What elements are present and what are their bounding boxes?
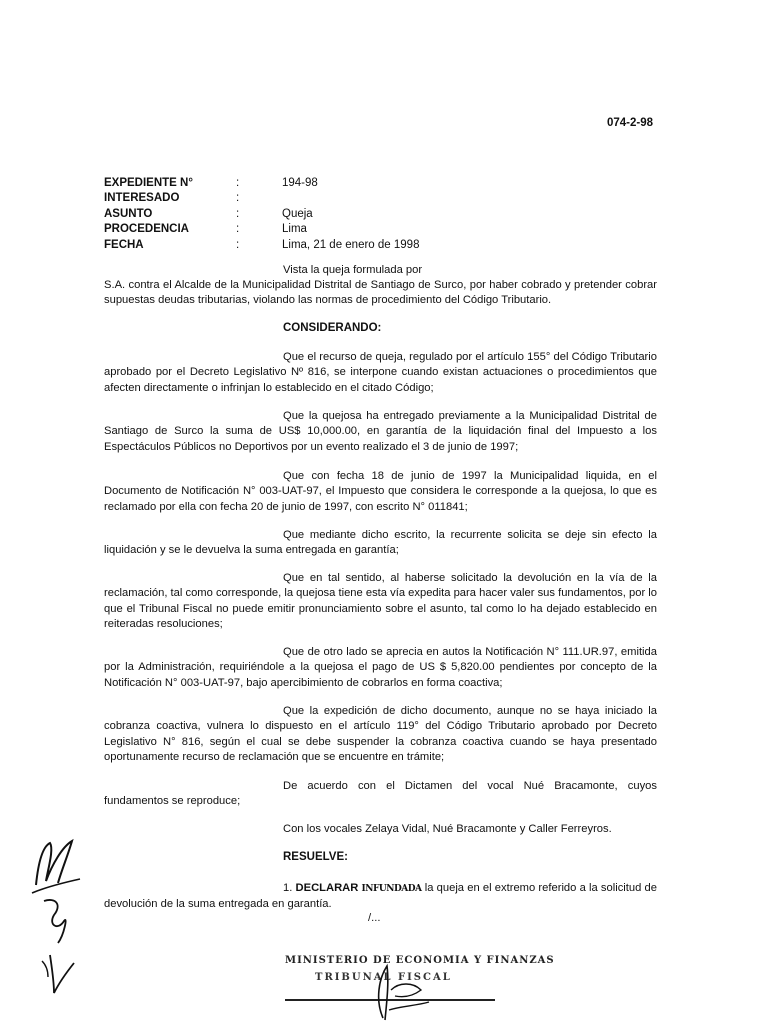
header-value: Queja [282, 207, 313, 220]
header-value: 194-98 [282, 177, 318, 189]
header-label: INTERESADO [104, 192, 180, 205]
header-colon: : [236, 192, 240, 205]
header-row-procedencia [104, 222, 419, 237]
stamp-line-1: MINISTERIO DE ECONOMIA Y FINANZAS [285, 955, 555, 966]
header-label: PROCEDENCIA [104, 223, 189, 236]
considerando-paragraph: Que mediante dicho escrito, la recurrente solicita se deje sin efecto la liquidación y se le devuelva la suma entregada en garantía; [104, 529, 657, 557]
margin-initials-signature [28, 835, 88, 1015]
resuelve-number: 1. [283, 882, 296, 894]
header-row-asunto [104, 207, 419, 222]
header-row-fecha [104, 238, 419, 253]
resuelve-text: la queja en el extremo referido a la solicitud de devolución de la suma entregada en garantía. [104, 882, 657, 911]
header-value: Lima [282, 223, 307, 236]
header-block [104, 176, 419, 253]
resuelve-item-1 [104, 881, 657, 913]
considerando-paragraph: Que la quejosa ha entregado previamente a la Municipalidad Distrital de Santiago de Surco la suma de US$ 10,000.00, en garantía de la liquidación final del Impuesto a los Espectáculos Públicos no Deportivos por un evento realizado el 3 de junio de 1997; [104, 410, 657, 453]
header-colon: : [236, 207, 240, 220]
bottom-signature [365, 960, 445, 1024]
header-colon: : [236, 238, 240, 251]
considerando-paragraph: Que el recurso de queja, regulado por el artículo 155° del Código Tributario aprobado por el Decreto Legislativo Nº 816, se interpone cuando existan actuaciones o procedimientos que afecten directamente o infrinjan lo establecido en el citado Código; [104, 351, 657, 394]
intro-first-line: Vista la queja formulada por [283, 264, 423, 276]
stamp-line-2: TRIBUNAL FISCAL [315, 972, 452, 983]
header-colon: : [236, 223, 240, 236]
considerando-paragraph: Que de otro lado se aprecia en autos la Notificación N° 111.UR.97, emitida por la Administración, requiriéndole a la quejosa el pago de US $ 5,820.00 pendientes por concepto de la Notificación N° 003-UAT-97, bajo apercibimiento de cobrarlos en forma coactiva; [104, 646, 657, 689]
document-number: 074-2-98 [607, 117, 654, 129]
header-label: EXPEDIENTE N° [104, 177, 193, 189]
resuelve-title: RESUELVE: [283, 851, 348, 863]
header-row-interesado [104, 191, 419, 206]
intro-text: S.A. contra el Alcalde de la Municipalidad Distrital de Santiago de Surco, por haber cobrado y pretender cobrar supuestas deudas tributarias, violando las normas de procedimiento del Código Tributario. [104, 279, 657, 307]
header-label: FECHA [104, 238, 144, 251]
considerando-paragraph: De acuerdo con el Dictamen del vocal Nué Bracamonte, cuyos fundamentos se reproduce; [104, 780, 657, 808]
header-value: Lima, 21 de enero de 1998 [282, 238, 420, 251]
considerando-paragraph: Que con fecha 18 de junio de 1997 la Municipalidad liquida, en el Documento de Notificación N° 003-UAT-97, el Impuesto que considera le corresponde a la quejosa, lo que es reclamado por ella con fecha 20 de junio de 1997, con escrito N° 011841; [104, 470, 657, 513]
considerando-title: CONSIDERANDO: [283, 322, 382, 334]
considerando-paragraph: Que en tal sentido, al haberse solicitado la devolución en la vía de la reclamación, tal como corresponde, la quejosa tiene esta vía expedita para hacer valer sus fundamentos, por lo que el Tribunal Fiscal no puede emitir pronunciamiento sobre el asunto, tal como lo ha dejado establecido en reiteradas resoluciones; [104, 572, 657, 630]
resuelve-verb: DECLARAR [295, 882, 359, 894]
header-label: ASUNTO [104, 207, 153, 220]
header-row-expediente [104, 176, 419, 191]
considerando-paragraph: Que la expedición de dicho documento, aunque no se haya iniciado la cobranza coactiva, vulnera lo dispuesto en el artículo 119° del Código Tributario aprobado por Decreto Legislativo N° 816, según el cual se debe suspender la cobranza coactiva cuando se haya presentado oportunamente recurso de reclamación que se encuentre en trámite; [104, 705, 657, 763]
header-colon: : [236, 177, 240, 189]
continuation-mark: /... [368, 912, 381, 924]
vocales-line: Con los vocales Zelaya Vidal, Nué Bracamonte y Caller Ferreyros. [283, 823, 612, 835]
infundada-stamp: INFUNDADA [361, 884, 422, 894]
